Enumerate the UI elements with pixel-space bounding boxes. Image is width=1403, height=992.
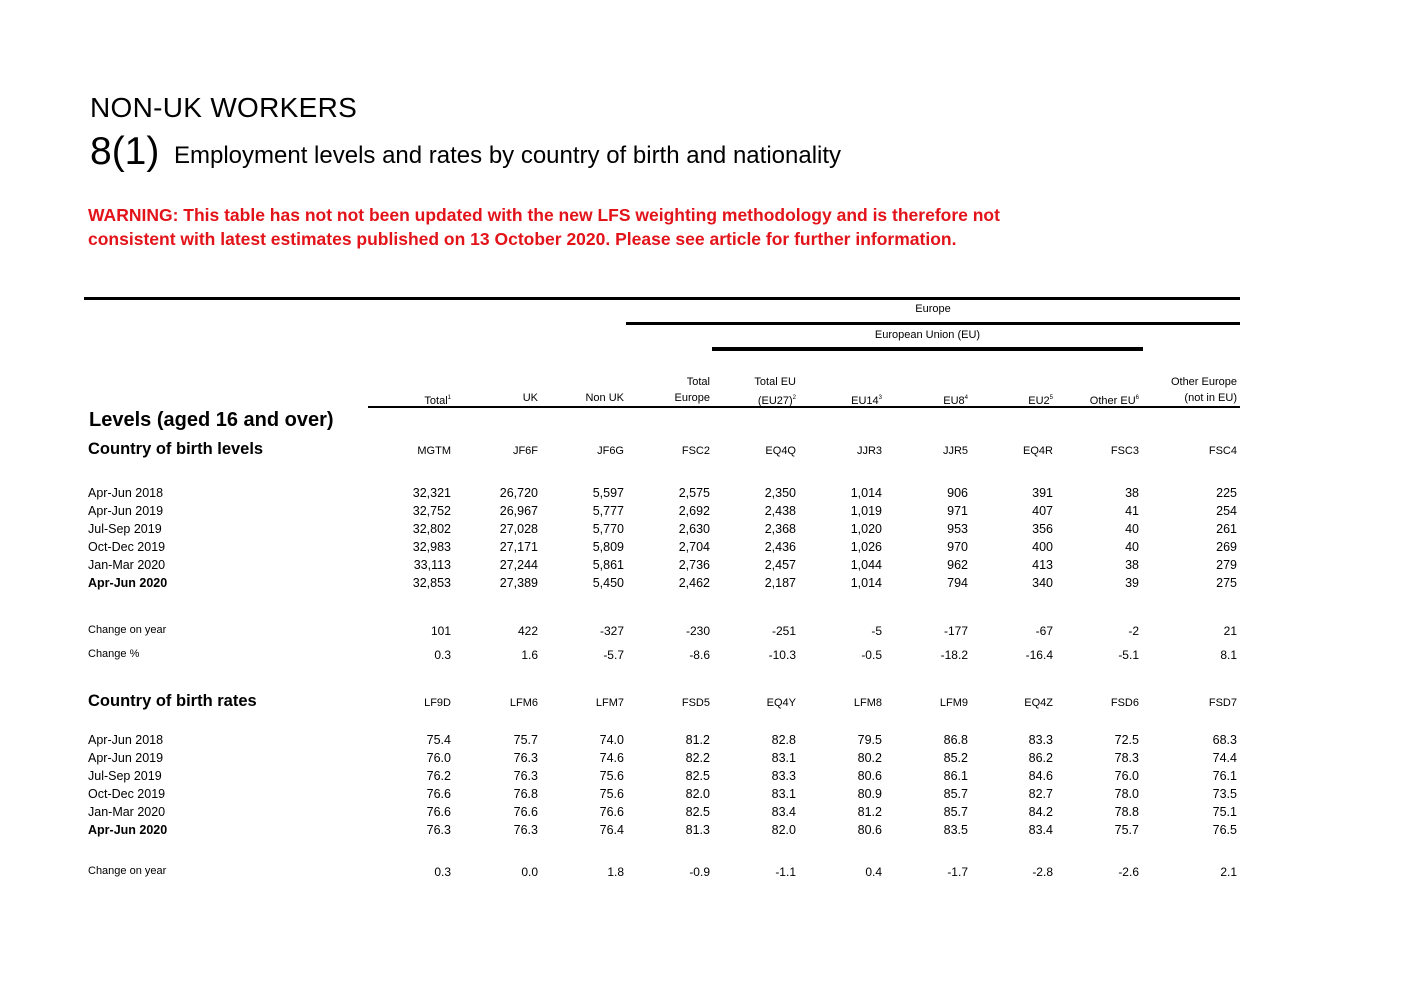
table-cell: 79.5 [857,733,882,747]
table-cell: 413 [1032,558,1053,572]
column-header-line1: Total [686,376,710,388]
table-cell: 75.6 [599,787,624,801]
table-cell: 1,026 [850,540,882,554]
table-cell: 82.5 [685,769,710,783]
footnote-marker: 2 [792,395,796,401]
series-code: LFM6 [509,697,538,709]
table-cell: 5,770 [592,522,624,536]
series-code: FSD5 [681,697,710,709]
table-cell: 83.1 [771,751,796,765]
series-code: LFM8 [853,697,882,709]
subtitle-birth-rates: Country of birth rates [88,692,257,710]
column-header-line1: Total EU [754,376,796,388]
table-cell: 82.0 [685,787,710,801]
table-cell: 5,597 [592,486,624,500]
change-cell: 1.6 [521,648,538,662]
table-cell: 74.6 [599,751,624,765]
series-code: LFM7 [595,697,624,709]
eu-rule [712,347,1143,351]
table-cell: 971 [947,504,968,518]
table-cell: 5,861 [592,558,624,572]
column-header [1137,374,1237,406]
row-label: Apr-Jun 2019 [88,504,164,518]
column-header [540,374,624,406]
change-cell: -327 [599,624,624,638]
table-cell: 38 [1125,558,1139,572]
column-header-line1: Other Europe [1170,376,1237,388]
column-header [969,374,1053,409]
table-cell: 5,450 [592,576,624,590]
column-header [712,374,796,409]
table-cell: 2,436 [764,540,796,554]
series-code: EQ4Z [1024,697,1053,709]
table-cell: 85.7 [943,787,968,801]
column-header-line1 [367,374,451,390]
table-cell: 85.2 [943,751,968,765]
change-cell: 0.0 [521,865,538,879]
table-cell: 83.3 [1028,733,1053,747]
table-cell: 83.4 [771,805,796,819]
table-cell: 400 [1032,540,1053,554]
table-cell: 1,019 [850,504,882,518]
series-code: JJR3 [856,445,882,457]
row-label: Apr-Jun 2018 [88,733,164,747]
series-code: MGTM [417,445,451,457]
table-cell: 27,028 [499,522,538,536]
table-cell: 76.8 [513,787,538,801]
table-cell: 83.4 [1028,823,1053,837]
table-cell: 26,720 [499,486,538,500]
table-cell: 85.7 [943,805,968,819]
table-cell: 391 [1032,486,1053,500]
change-cell: -5.1 [1118,648,1139,662]
table-cell: 81.2 [685,733,710,747]
europe-group-header: Europe [915,303,951,315]
table-cell: 76.6 [426,805,451,819]
table-cell: 40 [1125,540,1139,554]
table-cell: 80.9 [857,787,882,801]
column-header [884,374,968,409]
table-cell: 2,187 [764,576,796,590]
change-cell: -67 [1035,624,1053,638]
table-cell: 254 [1216,504,1237,518]
column-header-label: Europe [674,392,710,404]
column-header [798,374,882,409]
column-header-line1 [884,374,968,390]
change-cell: -16.4 [1025,648,1053,662]
series-code: LF9D [424,697,451,709]
footnote-marker: 4 [964,395,968,401]
table-cell: 75.4 [426,733,451,747]
table-cell: 2,630 [678,522,710,536]
table-cell: 32,752 [412,504,451,518]
footnote-marker: 3 [878,395,882,401]
row-label: Jan-Mar 2020 [88,558,166,572]
column-header [367,374,451,409]
table-cell: 82.2 [685,751,710,765]
change-cell: 21 [1223,624,1237,638]
series-code: FSC3 [1110,445,1139,457]
column-header-line2 [884,390,968,409]
table-cell: 1,044 [850,558,882,572]
table-cell: 73.5 [1212,787,1237,801]
column-header-label: Total [424,395,448,407]
table-cell: 970 [947,540,968,554]
column-header-line2 [712,390,796,409]
change-cell: 0.4 [865,865,882,879]
change-cell: 0.3 [434,865,451,879]
table-cell: 76.3 [513,823,538,837]
row-label: Oct-Dec 2019 [88,540,166,554]
series-code: EQ4R [1023,445,1053,457]
table-cell: 2,457 [764,558,796,572]
change-cell: 422 [517,624,538,638]
change-cell: -1.7 [947,865,968,879]
change-cell: -5.7 [603,648,624,662]
change-cell: -177 [943,624,968,638]
table-cell: 27,389 [499,576,538,590]
table-cell: 27,244 [499,558,538,572]
table-cell: 78.0 [1114,787,1139,801]
table-cell: 5,809 [592,540,624,554]
table-cell: 83.3 [771,769,796,783]
change-cell: -230 [685,624,710,638]
series-code: JJR5 [942,445,968,457]
series-code: FSC2 [681,445,710,457]
table-cell: 1,014 [850,486,882,500]
series-code: FSC4 [1208,445,1237,457]
table-cell: 962 [947,558,968,572]
table-cell: 2,704 [678,540,710,554]
table-cell: 80.2 [857,751,882,765]
table-cell: 86.2 [1028,751,1053,765]
series-code: EQ4Q [765,445,796,457]
table-cell: 76.2 [426,769,451,783]
table-cell: 86.8 [943,733,968,747]
column-header-line2 [367,390,451,409]
column-header-line1 [1055,374,1139,390]
change-row-label: Change on year [88,865,167,877]
series-code: JF6F [512,445,538,457]
table-cell: 1,020 [850,522,882,536]
table-cell: 2,438 [764,504,796,518]
change-cell: 8.1 [1220,648,1237,662]
table-cell: 26,967 [499,504,538,518]
table-cell: 72.5 [1114,733,1139,747]
column-header [1055,374,1139,409]
change-cell: 2.1 [1220,865,1237,879]
change-cell: -0.9 [689,865,710,879]
change-cell: -10.3 [768,648,796,662]
row-label: Oct-Dec 2019 [88,787,166,801]
change-row-label: Change on year [88,624,167,636]
table-cell: 82.5 [685,805,710,819]
change-cell: -5 [871,624,882,638]
column-header-line1 [540,374,624,390]
row-label: Apr-Jun 2019 [88,751,164,765]
table-cell: 275 [1216,576,1237,590]
table-cell: 83.5 [943,823,968,837]
table-cell: 32,983 [412,540,451,554]
table-cell: 76.6 [599,805,624,819]
table-title: Employment levels and rates by country of birth and nationality [174,142,842,169]
table-cell: 83.1 [771,787,796,801]
row-label: Jan-Mar 2020 [88,805,166,819]
table-cell: 76.3 [513,751,538,765]
table-cell: 75.7 [1114,823,1139,837]
row-label: Jul-Sep 2019 [88,522,162,536]
table-cell: 261 [1216,522,1237,536]
table-cell: 407 [1032,504,1053,518]
table-cell: 225 [1216,486,1237,500]
table-cell: 81.3 [685,823,710,837]
table-cell: 27,171 [499,540,538,554]
table-cell: 269 [1216,540,1237,554]
column-header-label: Other EU [1089,395,1136,407]
table-cell: 2,462 [678,576,710,590]
table-cell: 80.6 [857,769,882,783]
column-header [454,374,538,406]
table-cell: 75.7 [513,733,538,747]
table-cell: 82.7 [1028,787,1053,801]
table-cell: 86.1 [943,769,968,783]
change-cell: 1.8 [607,865,624,879]
column-header-line2 [626,390,710,406]
table-cell: 32,321 [412,486,451,500]
table-cell: 76.6 [513,805,538,819]
table-cell: 76.3 [426,823,451,837]
column-header-line2 [1137,390,1237,406]
change-cell: -2 [1128,624,1139,638]
column-header-line1 [798,374,882,390]
table-cell: 81.2 [857,805,882,819]
table-cell: 38 [1125,486,1139,500]
column-header [626,374,710,406]
table-cell: 340 [1032,576,1053,590]
table-cell: 5,777 [592,504,624,518]
column-header-label: EU8 [943,395,965,407]
change-cell: -2.6 [1118,865,1139,879]
change-cell: -2.8 [1032,865,1053,879]
column-header-label: (EU27) [757,395,793,407]
change-cell: -1.1 [775,865,796,879]
table-cell: 2,736 [678,558,710,572]
column-header-line2 [798,390,882,409]
row-label: Jul-Sep 2019 [88,769,162,783]
table-number: 8(1) [90,130,160,173]
footnote-marker: 1 [447,395,451,401]
column-header-line1 [454,374,538,390]
table-cell: 78.8 [1114,805,1139,819]
table-cell: 39 [1125,576,1139,590]
column-header-line2 [969,390,1053,409]
table-cell: 32,802 [412,522,451,536]
table-cell: 32,853 [412,576,451,590]
change-cell: 0.3 [434,648,451,662]
table-cell: 74.0 [599,733,624,747]
table-cell: 794 [947,576,968,590]
column-header-line2 [1055,390,1139,409]
table-cell: 76.1 [1212,769,1237,783]
table-cell: 2,575 [678,486,710,500]
section-title-levels: Levels (aged 16 and over) [89,409,334,431]
change-cell: -251 [771,624,796,638]
table-cell: 78.3 [1114,751,1139,765]
column-header-label: Non UK [585,392,624,404]
table-cell: 2,368 [764,522,796,536]
table-cell: 76.3 [513,769,538,783]
table-cell: 33,113 [413,558,451,572]
table-cell: 84.2 [1028,805,1053,819]
table-cell: 75.1 [1212,805,1237,819]
table-cell: 2,350 [764,486,796,500]
series-code: FSD7 [1208,697,1237,709]
table-cell: 40 [1125,522,1139,536]
table-cell: 84.6 [1028,769,1053,783]
column-header-label: EU2 [1028,395,1050,407]
column-header-line1 [969,374,1053,390]
series-code: FSD6 [1110,697,1139,709]
column-header-line2 [454,390,538,406]
subtitle-birth-levels: Country of birth levels [88,440,264,458]
table-cell: 80.6 [857,823,882,837]
table-cell: 75.6 [599,769,624,783]
table-cell: 74.4 [1212,751,1237,765]
column-header-label: UK [522,392,538,404]
series-code: LFM9 [939,697,968,709]
table-cell: 906 [947,486,968,500]
table-cell: 76.5 [1212,823,1237,837]
table-cell: 1,014 [850,576,882,590]
series-code: JF6G [597,445,624,457]
table-cell: 68.3 [1212,733,1237,747]
table-cell: 76.6 [426,787,451,801]
series-code: EQ4Y [766,697,796,709]
row-label: Apr-Jun 2018 [88,486,164,500]
table-cell: 2,692 [678,504,710,518]
table-cell: 41 [1125,504,1139,518]
row-label: Apr-Jun 2020 [88,823,168,837]
table-cell: 76.0 [426,751,451,765]
change-cell: -0.5 [861,648,882,662]
table-cell: 76.4 [599,823,624,837]
eu-group-header: European Union (EU) [874,329,981,341]
table-cell: 279 [1216,558,1237,572]
column-header-label: EU14 [851,395,879,407]
footnote-marker: 5 [1049,395,1053,401]
change-cell: -18.2 [940,648,968,662]
column-header-label: (not in EU) [1184,392,1237,404]
change-cell: -8.6 [689,648,710,662]
europe-rule [626,322,1240,325]
column-header-line2 [540,390,624,406]
footnote-marker: 6 [1135,395,1139,401]
table-cell: 82.8 [771,733,796,747]
top-rule [84,297,1240,300]
change-cell: 101 [430,624,451,638]
table-cell: 953 [947,522,968,536]
table-cell: 76.0 [1114,769,1139,783]
table-cell: 82.0 [771,823,796,837]
row-label: Apr-Jun 2020 [88,576,168,590]
warning-notice: WARNING: This table has not not been updated with the new LFS weighting methodology and is therefore not consistent with latest estimates published on 13 October 2020. Please see article for further information. [88,205,1000,249]
change-row-label: Change % [88,648,140,660]
table-cell: 356 [1032,522,1053,536]
page-header-title: NON-UK WORKERS [90,92,358,123]
